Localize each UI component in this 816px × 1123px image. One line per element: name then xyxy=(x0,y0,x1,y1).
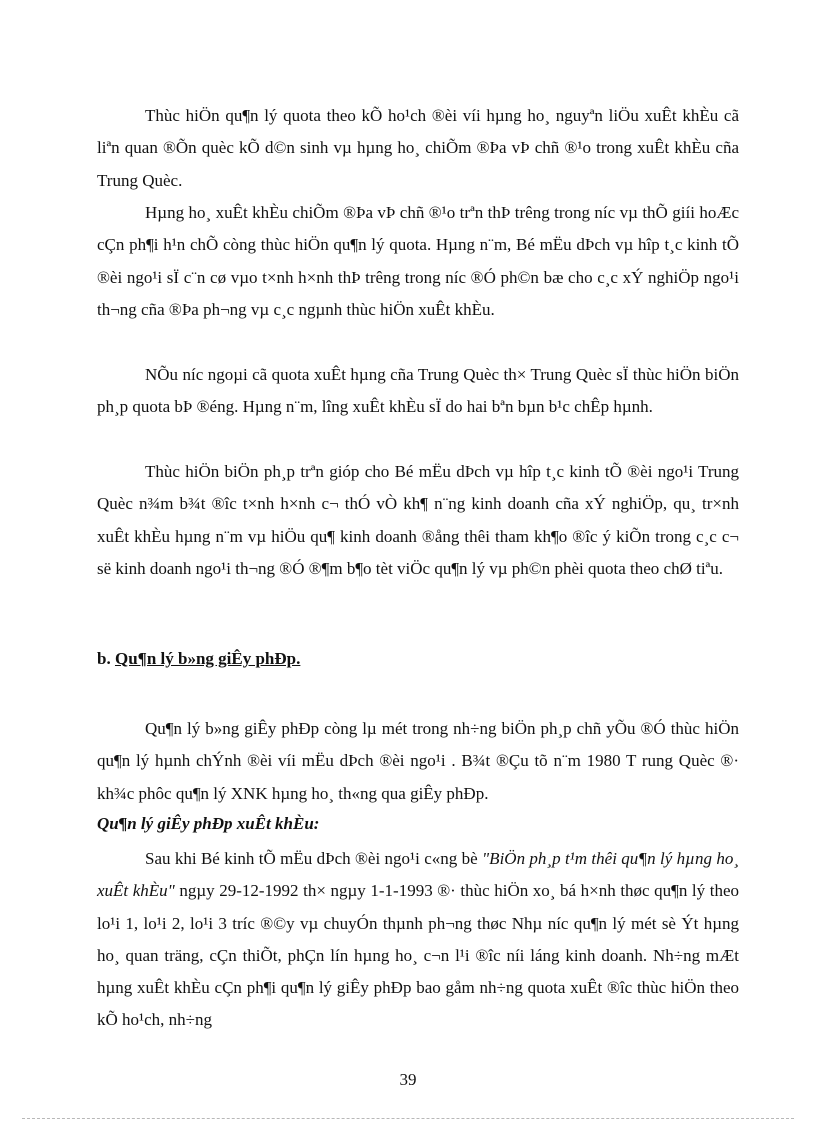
footer-divider xyxy=(22,1118,794,1119)
paragraph-2: Hµng ho¸ xuÊt khÈu chiÕm ®Þa vÞ chñ ®¹o trªn thÞ trêng trong níc vµ thÕ giíi hoÆc cÇn ph¶i h¹n chÕ còng thùc hiÖn qu¶n lý quota. Hµng n¨m, Bé mËu dÞch vµ hîp t¸c kinh tÕ ®èi ngo¹i sÏ c¨n cø vµo t×nh h×nh thÞ trêng trong níc ®Ó ph©n bæ cho c¸c xÝ nghiÖp ngo¹i th¬ng cña ®Þa ph¬ng vµ c¸c ngµnh thùc hiÖn xuÊt khÈu. xyxy=(97,203,739,319)
quoted-regulation-title: "BiÖn ph¸p t¹m thêi qu¶n lý hµng ho¸ xuÊt khÈu" xyxy=(97,849,739,901)
section-heading xyxy=(97,648,300,670)
paragraph-1: Thùc hiÖn qu¶n lý quota theo kÕ ho¹ch ®èi víi hµng ho¸ nguyªn liÖu xuÊt khÈu cã liªn quan ®Õn quèc kÕ d©n sinh vµ hµng ho¸ chiÕm ®Þa vÞ chñ ®¹o trong xuÊt khÈu cña Trung Quèc. xyxy=(97,106,739,190)
paragraph-3: NÕu níc ngoµi cã quota xuÊt hµng cña Trung Quèc th× Trung Quèc sÏ thùc hiÖn biÖn ph¸p quota bÞ ®éng. Hµng n¨m, lîng xuÊt khÈu sÏ do hai bªn bµn b¹c chÊp hµnh. xyxy=(97,365,739,417)
section-title: Qu¶n lý b»ng giÊy phÐp. xyxy=(114,649,301,668)
paragraph-6 xyxy=(97,843,739,1037)
paragraph-6-after: ngµy 29-12-1992 th× ngµy 1-1-1993 ®· thùc hiÖn xo¸ bá h×nh thøc qu¶n lý theo lo¹i 1, lo¹i 2, lo¹i 3 tríc ®©y vµ chuyÓn thµnh ph¬ng thøc Nhµ níc qu¶n lý mét sè Ýt hµng ho¸ quan träng, cÇn thiÕt, phÇn lín hµng ho¸ c¬n l¹i ®îc níi láng kinh doanh. Nh÷ng mÆt hµng xuÊt khÈu cÇn ph¶i qu¶n lý giÊy phÐp bao gåm nh÷ng quota xuÊt ®îc thùc hiÖn theo kÕ ho¹ch, nh÷ng xyxy=(97,881,739,1030)
subheading-export-permit: Qu¶n lý giÊy phÐp xuÊt khÈu: xyxy=(97,814,320,833)
page-number: 39 xyxy=(399,1070,417,1089)
paragraph-6-before: Sau khi Bé kinh tÕ mËu dÞch ®èi ngo¹i c«ng bè xyxy=(145,849,483,868)
paragraph-4: Thùc hiÖn biÖn ph¸p trªn gióp cho Bé mËu dÞch vµ hîp t¸c kinh tÕ ®èi ngo¹i Trung Quèc n¾m b¾t ®îc t×nh h×nh c¬ thÓ vÒ kh¶ n¨ng kinh doanh cña xÝ nghiÖp, qu¸ tr×nh xuÊt khÈu hµng n¨m vµ hiÖu qu¶ kinh doanh ®ång thêi tham kh¶o ®îc ý kiÕn trong c¸c c¬ së kinh doanh ngo¹i th¬ng ®Ó ®¶m b¶o tèt viÖc qu¶n lý vµ ph©n phèi quota theo chØ tiªu. xyxy=(97,462,739,578)
section-marker: b. xyxy=(97,649,111,668)
paragraph-5: Qu¶n lý b»ng giÊy phÐp còng lµ mét trong nh÷ng biÖn ph¸p chñ yÕu ®Ó thùc hiÖn qu¶n lý hµnh chÝnh ®èi víi mËu dÞch ®èi ngo¹i . B¾t ®Çu tõ n¨m 1980 T rung Quèc ®· kh¾c phôc qu¶n lý XNK hµng ho¸ th«ng qua giÊy phÐp. xyxy=(97,719,739,803)
